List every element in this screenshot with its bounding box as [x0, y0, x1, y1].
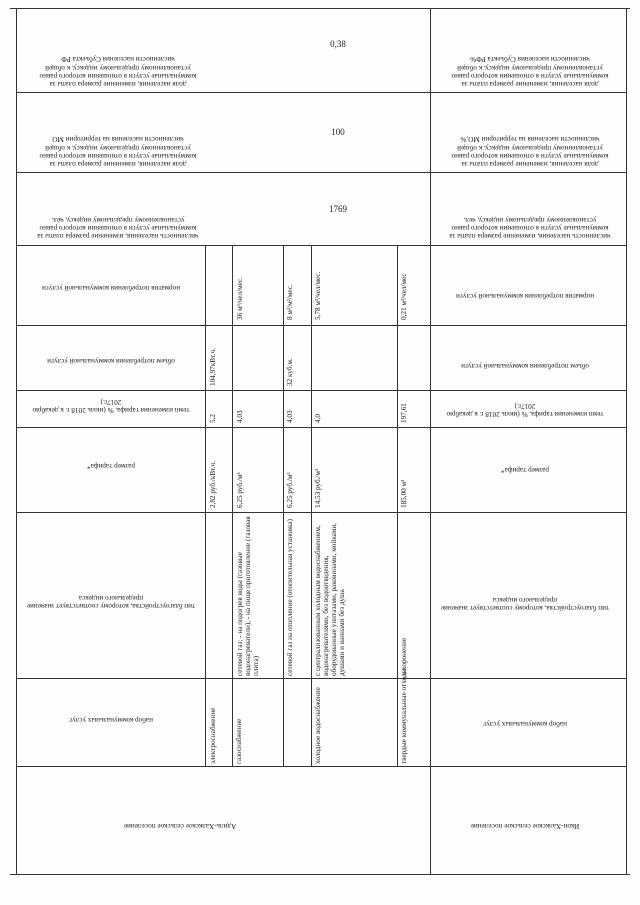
cell-tariff-4: 14,53 руб./м³ — [314, 468, 322, 508]
col-line-5 — [397, 245, 398, 767]
cell-tariff-3: 6,25 руб./м³ — [286, 472, 294, 508]
cell-norm-5: 0,21 м³/чел/мес — [400, 273, 408, 320]
l-hdr-services: набор коммунальных услуг — [483, 720, 567, 728]
l-row-d — [430, 325, 626, 326]
hdr-norm: норматив потребления коммунальной услуги — [41, 284, 181, 292]
cell-service-2: газоснабжение — [235, 718, 243, 764]
row-line-b — [16, 172, 430, 173]
col-line-2 — [232, 245, 233, 767]
l-row-f — [430, 427, 626, 428]
l-row-i — [430, 766, 626, 767]
cell-service-5: твердые коммунальные отходы — [400, 668, 408, 764]
cell-rate-5: 197,61 — [400, 403, 408, 423]
hdr-improvement: тип благоустройства, которому соответствует значение предельного индекса — [26, 593, 196, 610]
l-hdr-population: численность населения, изменение размера платы за коммунальные услуги в отношении которого равно установленному предельному индексу, чел. — [449, 215, 611, 240]
cell-volume-1: 104,97кВт.ч. — [209, 348, 217, 386]
cell-norm-2: 36 м³/чел/мес. — [236, 277, 244, 320]
l-hdr-improvement: тип благоустройства, которому соответствует значение предельного индекса — [440, 595, 610, 612]
cell-type-2: сетевой газ: - на подогрев воды (газовые водонагреватели), - на пище приготовление (газовая плита) — [236, 516, 260, 676]
cell-rate-1: 5,2 — [209, 414, 217, 423]
row-line-a — [16, 92, 430, 93]
l-row-g — [430, 512, 626, 513]
cell-norm-4: 5,78 м³/чел/мес. — [314, 271, 322, 320]
hdr-volume: объем потребления коммунальной услуги — [47, 357, 175, 365]
cell-service-4: холодное водоснабжение — [314, 687, 322, 764]
hdr-rate-change: темп изменения тарифа, % (июль 2018 г. к декабрю 2017г.) — [32, 397, 190, 414]
cell-rate-2: 4,03 — [236, 410, 244, 423]
val-share-mo: 100 — [331, 127, 345, 137]
settlement-name-right: Адиль-Халкское сельское поселение — [123, 822, 237, 830]
cell-type-5: захоронение — [400, 637, 408, 676]
l-row-e — [430, 390, 626, 391]
l-hdr-norm: норматив потребления коммунальной услуги — [455, 292, 595, 300]
hdr-population: численность населения, изменение размера платы за коммунальные услуги в отношении которого равно установленному предельному индексу, чел. — [37, 215, 199, 240]
hdr-share-mo: доля населения, изменение размера платы за коммунальные услуги в отношении которого равно установленному предельному индексу, к общей численности населения на территории МО — [39, 135, 197, 168]
val-share-subject: 0,38 — [330, 39, 346, 49]
frame-top — [10, 8, 630, 9]
hdr-tariff: размер тарифа* — [87, 462, 135, 470]
l-row-h — [430, 678, 626, 679]
cell-rate-3: 4,03 — [286, 410, 294, 423]
l-row-c — [430, 245, 626, 246]
l-hdr-share-mo: доля населения, изменение размера платы за коммунальные услуги в отношении которого равно установленному предельному индексу, к общей численности населения на территории МО,% — [451, 135, 609, 168]
frame-right — [626, 8, 627, 874]
frame-left — [16, 8, 17, 874]
l-hdr-share-subject: доля населения, изменение размера платы за коммунальные услуги в отношении которого равно установленному предельному индексу, к общей численности населения Субъекта РФ% — [451, 55, 609, 88]
cell-type-3: сетевой газ на отопление (отопительная установка) — [286, 519, 294, 676]
cell-type-4: с централизованным холодным водоснабжением, водонагревателями, без водоотведения, оборудованные унитазами, раковинами, мойками, душами и ваннами без душа — [314, 523, 346, 676]
cell-tariff-5: 185,00 м³ — [400, 479, 408, 508]
val-population: 1769 — [329, 204, 347, 214]
settlement-name-left: Икон-Халкское сельское поселение — [470, 822, 580, 830]
row-line-h — [16, 678, 430, 679]
l-hdr-volume: объем потребления коммунальной услуги — [461, 362, 589, 370]
l-row-a — [430, 92, 626, 93]
row-line-c — [16, 245, 430, 246]
frame-middle — [430, 8, 431, 874]
cell-tariff-1: 2,82 руб./кВт.ч. — [209, 461, 217, 508]
l-hdr-tariff: размер тарифа* — [501, 466, 549, 474]
row-line-f — [16, 427, 430, 428]
row-line-i — [16, 766, 430, 767]
row-line-g — [16, 512, 430, 513]
hdr-share-subject: доля населения, изменение размера платы за коммунальные услуги в отношении которого равно установленному предельному индексу, к общей численности населения Субъекта РФ — [39, 55, 197, 88]
hdr-services: набор коммунальных услуг — [69, 716, 153, 724]
l-row-b — [430, 172, 626, 173]
row-line-d — [16, 325, 430, 326]
col-line-4 — [311, 245, 312, 767]
cell-norm-3: 8 м³/м²/мес. — [286, 284, 294, 320]
col-line-1 — [205, 245, 206, 767]
row-line-e — [16, 390, 430, 391]
cell-tariff-2: 6,25 руб./м³ — [236, 472, 244, 508]
col-line-3 — [283, 245, 284, 767]
frame-bottom — [10, 874, 630, 875]
cell-service-1: электроснабжение — [209, 707, 217, 764]
l-hdr-rate-change: темп изменения тарифа, % (июль 2018 г. к декабрю 2017г.) — [446, 401, 604, 418]
cell-volume-3: 32 куб.м. — [286, 358, 294, 386]
cell-rate-4: 4,0 — [314, 414, 322, 423]
